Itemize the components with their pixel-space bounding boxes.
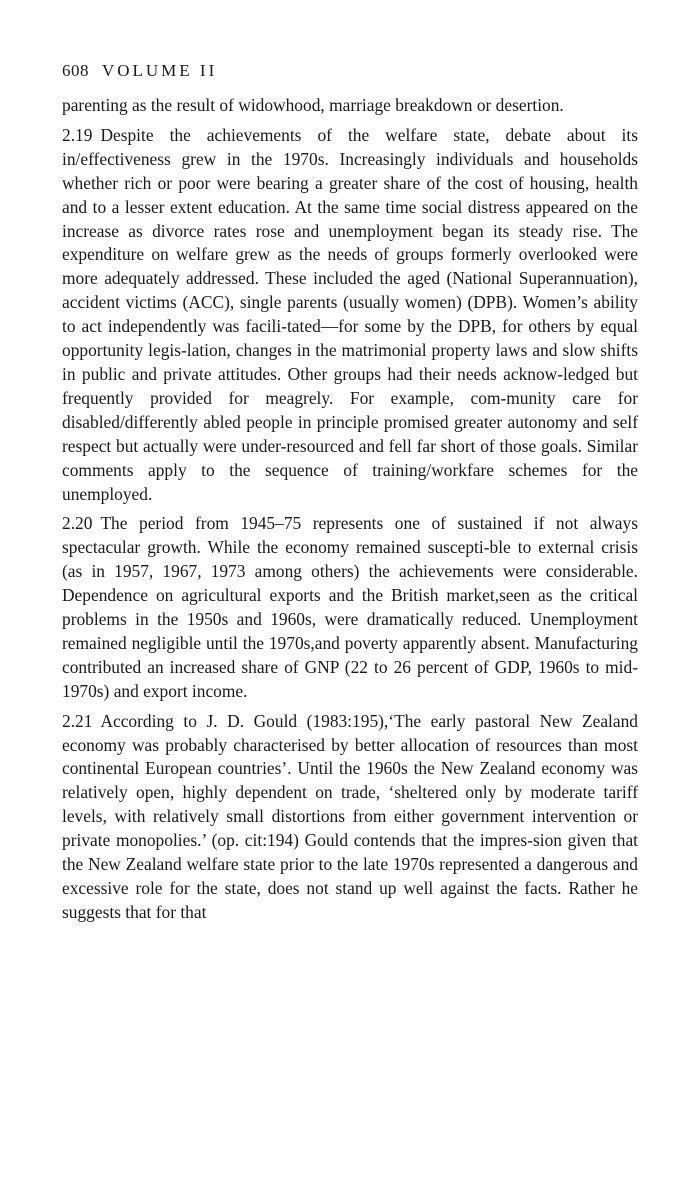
paragraph-2-20 [62,512,638,703]
paragraph-text: Despite the achievements of the welfare state, debate about its in/effectiveness grew in the 1970s. Increasingly individuals and households whether rich or poor were bearing a greater share of the cost of housing, health and to a lesser extent education. At the same time social distress appeared on the increase as divorce rates rose and unemployment began its steady rise. The expenditure on welfare grew as the needs of groups formerly overlooked were more adequately addressed. These included the aged (National Superannuation), accident victims (ACC), single parents (usually women) (DPB). Women’s ability to act independently was facili-tated—for some by the DPB, for others by equal opportunity legis-lation, changes in the matrimonial property laws and slow shifts in public and private attitudes. Other groups had their needs acknow-ledged but frequently provided for meagrely. For example, com-munity care for disabled/differently abled people in principle promised greater autonomy and self respect but actually were under-resourced and fell far short of those goals. Similar comments apply to the sequence of training/workfare schemes for the unemployed. [62,124,638,504]
paragraph-2-21 [62,710,638,925]
paragraph-continued [62,94,638,118]
running-head [62,58,638,84]
document-page [62,58,638,931]
paragraph-text: The period from 1945–75 represents one of sustained if not always spectacular growth. While the economy remained suscepti-ble to external crisis (as in 1957, 1967, 1973 among others) the achievements were considerable. Dependence on agricultural exports and the British market,seen as the critical problems in the 1950s and 1960s, were dramatically reduced. Unemployment remained negligible until the 1970s,and poverty apparently absent. Manufacturing contributed an increased share of GNP (22 to 26 percent of GDP, 1960s to mid-1970s) and export income. [62,513,638,701]
volume-title: VOLUME II [101,61,218,80]
paragraph-number: 2.21 [62,710,93,731]
paragraph-number: 2.19 [62,124,93,145]
page-number: 608 [62,61,89,80]
paragraph-text: parenting as the result of widowhood, marriage breakdown or desertion. [62,95,564,115]
paragraph-number: 2.20 [62,513,93,534]
paragraph-text: According to J. D. Gould (1983:195),‘The early pastoral New Zealand economy was probably characterised by better allocation of resources than most continental European countries’. Until the 1960s the New Zealand economy was relatively open, highly dependent on trade, ‘sheltered only by moderate tariff levels, with relatively small distortions from either government intervention or private monopolies.’ (op. cit:194) Gould contends that the impres-sion given that the New Zealand welfare state prior to the late 1970s represented a dangerous and excessive role for the state, does not stand up well against the facts. Rather he suggests that for that [62,710,638,922]
paragraph-2-19 [62,124,638,507]
